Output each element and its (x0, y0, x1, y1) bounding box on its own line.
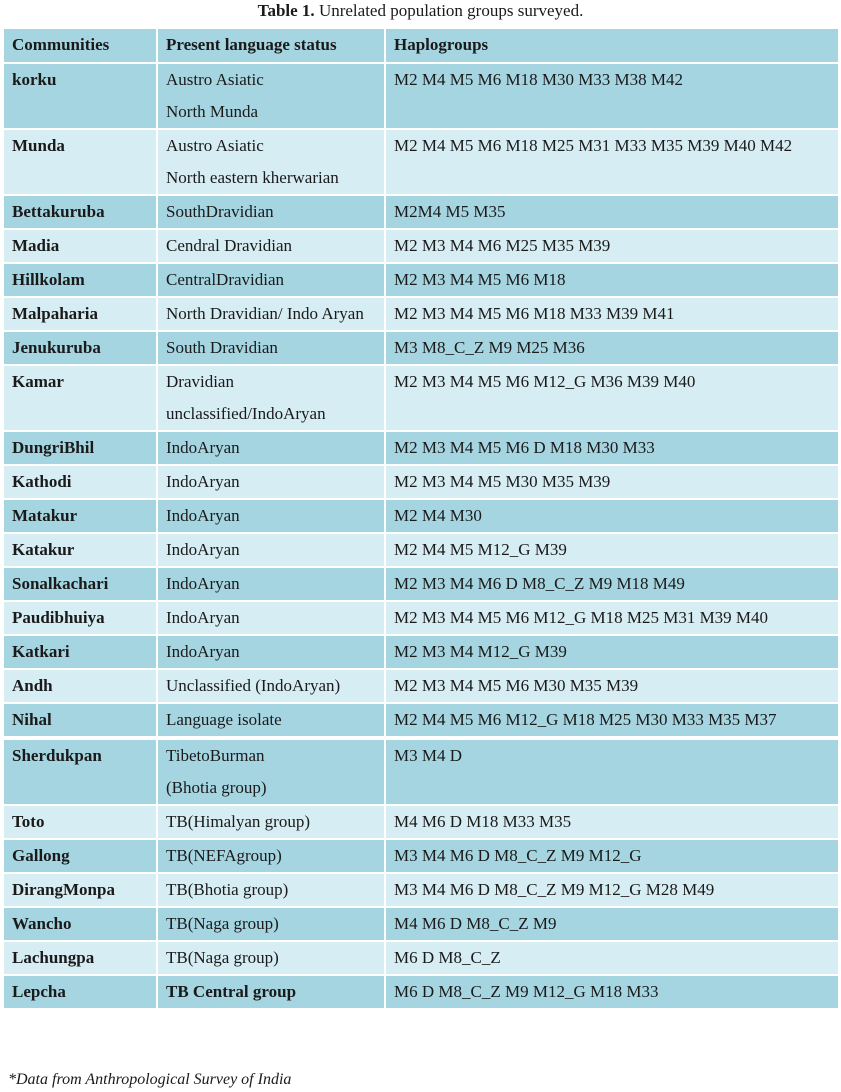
table-caption (0, 0, 841, 24)
language-status-cell: Unclassified (IndoAryan) (157, 669, 385, 703)
status-line: North eastern kherwarian (166, 168, 339, 187)
haplogroups-cell: M2 M4 M5 M12_G M39 (385, 533, 839, 567)
community-cell: Andh (3, 669, 157, 703)
language-status-cell: South Dravidian (157, 331, 385, 365)
table-row (3, 263, 839, 297)
language-status-cell: TB(Naga group) (157, 907, 385, 941)
haplogroups-cell: M3 M4 M6 D M8_C_Z M9 M12_G M28 M49 (385, 873, 839, 907)
haplogroups-cell: M2 M4 M5 M6 M12_G M18 M25 M30 M33 M35 M37 (385, 703, 839, 737)
status-line: Dravidian (166, 372, 234, 391)
table-row (3, 873, 839, 907)
caption-label: Table 1. (257, 1, 315, 20)
community-cell: Sonalkachari (3, 567, 157, 601)
status-line: TibetoBurman (166, 746, 265, 765)
community-cell: Sherdukpan (3, 739, 157, 805)
haplogroups-cell: M2 M3 M4 M6 D M8_C_Z M9 M18 M49 (385, 567, 839, 601)
language-status-cell: IndoAryan (157, 533, 385, 567)
table-row (3, 975, 839, 1009)
community-cell: Toto (3, 805, 157, 839)
haplogroups-cell: M3 M8_C_Z M9 M25 M36 (385, 331, 839, 365)
language-status-cell: CentralDravidian (157, 263, 385, 297)
table-footnote: *Data from Anthropological Survey of India (8, 1071, 292, 1088)
status-line: Austro Asiatic (166, 136, 264, 155)
language-status-cell: IndoAryan (157, 465, 385, 499)
table-row (3, 365, 839, 431)
community-cell: DungriBhil (3, 431, 157, 465)
header-communities: Communities (3, 28, 157, 63)
table-row (3, 941, 839, 975)
table-row (3, 129, 839, 195)
haplogroups-cell: M2 M4 M5 M6 M18 M30 M33 M38 M42 (385, 63, 839, 129)
community-cell: DirangMonpa (3, 873, 157, 907)
table-row (3, 331, 839, 365)
community-cell: Madia (3, 229, 157, 263)
language-status-cell: North Dravidian/ Indo Aryan (157, 297, 385, 331)
table-row (3, 703, 839, 737)
community-cell: korku (3, 63, 157, 129)
community-cell: Katkari (3, 635, 157, 669)
status-line: Austro Asiatic (166, 70, 264, 89)
header-language-status: Present language status (157, 28, 385, 63)
population-table (2, 27, 840, 1010)
status-line: unclassified/IndoAryan (166, 404, 326, 423)
haplogroups-cell: M2 M3 M4 M12_G M39 (385, 635, 839, 669)
table-row (3, 907, 839, 941)
status-line: North Munda (166, 102, 259, 121)
haplogroups-cell: M4 M6 D M8_C_Z M9 (385, 907, 839, 941)
haplogroups-cell: M2 M3 M4 M5 M30 M35 M39 (385, 465, 839, 499)
language-status-cell: TB(Himalyan group) (157, 805, 385, 839)
community-cell: Gallong (3, 839, 157, 873)
community-cell: Matakur (3, 499, 157, 533)
community-cell: Bettakuruba (3, 195, 157, 229)
haplogroups-cell: M6 D M8_C_Z (385, 941, 839, 975)
table-body (3, 63, 839, 1009)
haplogroups-cell: M2 M4 M30 (385, 499, 839, 533)
haplogroups-cell: M3 M4 M6 D M8_C_Z M9 M12_G (385, 839, 839, 873)
community-cell: Kathodi (3, 465, 157, 499)
language-status-cell (157, 63, 385, 129)
haplogroups-cell: M6 D M8_C_Z M9 M12_G M18 M33 (385, 975, 839, 1009)
community-cell: Kamar (3, 365, 157, 431)
table-row (3, 669, 839, 703)
community-cell: Hillkolam (3, 263, 157, 297)
haplogroups-cell: M3 M4 D (385, 739, 839, 805)
language-status-cell: TB(Naga group) (157, 941, 385, 975)
table-row (3, 839, 839, 873)
table-row (3, 601, 839, 635)
language-status-cell: IndoAryan (157, 431, 385, 465)
community-cell: Malpaharia (3, 297, 157, 331)
language-status-cell: IndoAryan (157, 635, 385, 669)
table-row (3, 805, 839, 839)
table-row (3, 229, 839, 263)
table-row (3, 567, 839, 601)
haplogroups-cell: M2 M3 M4 M5 M6 M30 M35 M39 (385, 669, 839, 703)
language-status-cell (157, 739, 385, 805)
table-row (3, 465, 839, 499)
language-status-cell: IndoAryan (157, 567, 385, 601)
language-status-cell: TB(Bhotia group) (157, 873, 385, 907)
haplogroups-cell: M2 M3 M4 M5 M6 M18 (385, 263, 839, 297)
table-row (3, 499, 839, 533)
header-haplogroups: Haplogroups (385, 28, 839, 63)
language-status-cell: IndoAryan (157, 499, 385, 533)
language-status-cell (157, 129, 385, 195)
haplogroups-cell: M2M4 M5 M35 (385, 195, 839, 229)
caption-text: Unrelated population groups surveyed. (314, 1, 584, 20)
table-row (3, 533, 839, 567)
community-cell: Munda (3, 129, 157, 195)
haplogroups-cell: M2 M3 M4 M5 M6 D M18 M30 M33 (385, 431, 839, 465)
language-status-cell: SouthDravidian (157, 195, 385, 229)
language-status-cell: Language isolate (157, 703, 385, 737)
table-header-row (3, 28, 839, 63)
haplogroups-cell: M2 M3 M4 M5 M6 M18 M33 M39 M41 (385, 297, 839, 331)
table-row (3, 63, 839, 129)
community-cell: Nihal (3, 703, 157, 737)
table-row (3, 297, 839, 331)
haplogroups-cell: M2 M4 M5 M6 M18 M25 M31 M33 M35 M39 M40 M42 (385, 129, 839, 195)
community-cell: Lachungpa (3, 941, 157, 975)
community-cell: Wancho (3, 907, 157, 941)
language-status-cell (157, 365, 385, 431)
table-row (3, 431, 839, 465)
community-cell: Lepcha (3, 975, 157, 1009)
haplogroups-cell: M4 M6 D M18 M33 M35 (385, 805, 839, 839)
community-cell: Katakur (3, 533, 157, 567)
language-status-cell: TB Central group (157, 975, 385, 1009)
language-status-cell: TB(NEFAgroup) (157, 839, 385, 873)
community-cell: Jenukuruba (3, 331, 157, 365)
table-row (3, 635, 839, 669)
haplogroups-cell: M2 M3 M4 M5 M6 M12_G M36 M39 M40 (385, 365, 839, 431)
status-line: (Bhotia group) (166, 778, 267, 797)
haplogroups-cell: M2 M3 M4 M6 M25 M35 M39 (385, 229, 839, 263)
community-cell: Paudibhuiya (3, 601, 157, 635)
table-row (3, 739, 839, 805)
language-status-cell: Cendral Dravidian (157, 229, 385, 263)
language-status-cell: IndoAryan (157, 601, 385, 635)
haplogroups-cell: M2 M3 M4 M5 M6 M12_G M18 M25 M31 M39 M40 (385, 601, 839, 635)
table-row (3, 195, 839, 229)
